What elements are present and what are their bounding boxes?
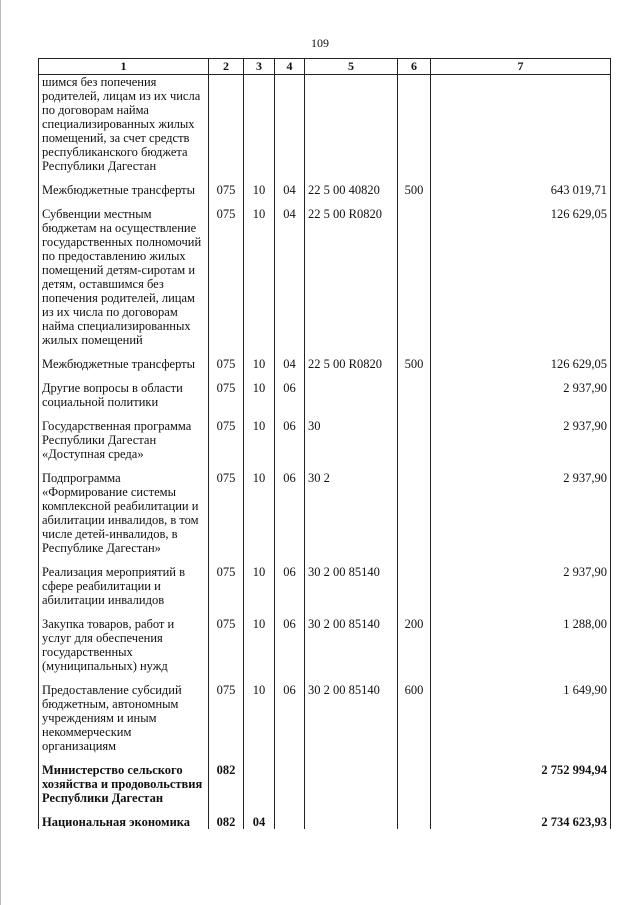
- header-col-7: 7: [431, 59, 611, 75]
- row-amount: 1 649,90: [431, 673, 611, 753]
- header-row: [39, 59, 611, 75]
- row-name: Государственная программа Республики Дагестан «Доступная среда»: [39, 409, 209, 461]
- table-row: [39, 347, 611, 371]
- row-target-article: 22 5 00 R0820: [305, 347, 398, 371]
- table-body: [39, 75, 611, 830]
- row-subsection-code: [275, 753, 305, 805]
- row-name: Подпрограмма «Формирование системы комплексной реабилитации и абилитации инвалидов, в том числе детей-инвалидов, в Республике Дагестан»: [39, 461, 209, 555]
- row-section-code: 10: [244, 197, 275, 347]
- row-name: Субвенции местным бюджетам на осуществление государственных полномочий по предоставлению жилых помещений детям-сиротам и детям, оставшимся без попечения родителей, лицам из их числа по договорам найма специализированных жилых помещений: [39, 197, 209, 347]
- row-name: Межбюджетные трансферты: [39, 347, 209, 371]
- row-name: Предоставление субсидий бюджетным, автономным учреждениям и иным некоммерческим организациям: [39, 673, 209, 753]
- row-expense-type: 500: [398, 347, 431, 371]
- row-name: Межбюджетные трансферты: [39, 173, 209, 197]
- row-subsection-code: 06: [275, 461, 305, 555]
- row-amount: [431, 75, 611, 174]
- row-target-article: 22 5 00 40820: [305, 173, 398, 197]
- table-row: [39, 461, 611, 555]
- row-ministry-code: 082: [209, 753, 244, 805]
- row-expense-type: 600: [398, 673, 431, 753]
- row-name: Закупка товаров, работ и услуг для обеспечения государственных (муниципальных) нужд: [39, 607, 209, 673]
- row-name: Реализация мероприятий в сфере реабилитации и абилитации инвалидов: [39, 555, 209, 607]
- row-amount: 2 937,90: [431, 371, 611, 409]
- row-amount: 2 937,90: [431, 409, 611, 461]
- row-amount: 126 629,05: [431, 347, 611, 371]
- row-expense-type: [398, 75, 431, 174]
- header-col-2: 2: [209, 59, 244, 75]
- row-ministry-code: 075: [209, 173, 244, 197]
- row-target-article: 30 2: [305, 461, 398, 555]
- row-amount: 2 734 623,93: [431, 805, 611, 829]
- row-section-code: 10: [244, 173, 275, 197]
- row-subsection-code: 06: [275, 673, 305, 753]
- table-row: [39, 555, 611, 607]
- row-target-article: 30 2 00 85140: [305, 555, 398, 607]
- row-amount: 2 937,90: [431, 555, 611, 607]
- row-target-article: [305, 371, 398, 409]
- page-number: 109: [311, 36, 329, 50]
- row-section-code: 10: [244, 371, 275, 409]
- row-amount: 126 629,05: [431, 197, 611, 347]
- table-row: [39, 805, 611, 829]
- row-expense-type: [398, 371, 431, 409]
- row-amount: 2 937,90: [431, 461, 611, 555]
- header-col-1: 1: [39, 59, 209, 75]
- row-target-article: 22 5 00 R0820: [305, 197, 398, 347]
- budget-table: [38, 58, 611, 829]
- row-expense-type: [398, 805, 431, 829]
- row-subsection-code: 04: [275, 173, 305, 197]
- table-row: [39, 75, 611, 174]
- row-target-article: 30 2 00 85140: [305, 673, 398, 753]
- row-ministry-code: 082: [209, 805, 244, 829]
- table-row: [39, 371, 611, 409]
- row-expense-type: [398, 555, 431, 607]
- row-expense-type: 200: [398, 607, 431, 673]
- row-subsection-code: 06: [275, 409, 305, 461]
- row-target-article: [305, 805, 398, 829]
- row-subsection-code: [275, 75, 305, 174]
- row-subsection-code: 06: [275, 555, 305, 607]
- row-section-code: 10: [244, 673, 275, 753]
- row-amount: 1 288,00: [431, 607, 611, 673]
- row-ministry-code: 075: [209, 555, 244, 607]
- header-col-6: 6: [398, 59, 431, 75]
- row-name: Министерство сельского хозяйства и продовольствия Республики Дагестан: [39, 753, 209, 805]
- table-row: [39, 607, 611, 673]
- row-amount: 643 019,71: [431, 173, 611, 197]
- row-subsection-code: 06: [275, 607, 305, 673]
- row-ministry-code: 075: [209, 371, 244, 409]
- header-col-5: 5: [305, 59, 398, 75]
- row-expense-type: 500: [398, 173, 431, 197]
- row-subsection-code: [275, 805, 305, 829]
- header-col-4: 4: [275, 59, 305, 75]
- row-target-article: 30: [305, 409, 398, 461]
- row-ministry-code: 075: [209, 197, 244, 347]
- row-target-article: 30 2 00 85140: [305, 607, 398, 673]
- scan-edge-mark: [0, 0, 1, 905]
- row-expense-type: [398, 409, 431, 461]
- row-section-code: [244, 75, 275, 174]
- row-ministry-code: 075: [209, 461, 244, 555]
- row-ministry-code: 075: [209, 409, 244, 461]
- row-section-code: 10: [244, 409, 275, 461]
- table-row: [39, 173, 611, 197]
- row-ministry-code: [209, 75, 244, 174]
- row-subsection-code: 04: [275, 197, 305, 347]
- row-name: Другие вопросы в области социальной политики: [39, 371, 209, 409]
- row-section-code: 10: [244, 347, 275, 371]
- row-section-code: 10: [244, 461, 275, 555]
- row-expense-type: [398, 753, 431, 805]
- row-subsection-code: 06: [275, 371, 305, 409]
- row-ministry-code: 075: [209, 673, 244, 753]
- row-name: Национальная экономика: [39, 805, 209, 829]
- row-section-code: 10: [244, 607, 275, 673]
- row-amount: 2 752 994,94: [431, 753, 611, 805]
- row-section-code: 10: [244, 555, 275, 607]
- header-col-3: 3: [244, 59, 275, 75]
- row-section-code: 04: [244, 805, 275, 829]
- table-row: [39, 673, 611, 753]
- table-row: [39, 409, 611, 461]
- row-subsection-code: 04: [275, 347, 305, 371]
- row-section-code: [244, 753, 275, 805]
- row-target-article: [305, 75, 398, 174]
- row-target-article: [305, 753, 398, 805]
- row-ministry-code: 075: [209, 347, 244, 371]
- row-expense-type: [398, 461, 431, 555]
- table-row: [39, 753, 611, 805]
- row-name: шимся без попечения родителей, лицам из их числа по договорам найма специализированных жилых помещений, за счет средств республиканского бюджета Республики Дагестан: [39, 75, 209, 174]
- row-expense-type: [398, 197, 431, 347]
- row-ministry-code: 075: [209, 607, 244, 673]
- table-row: [39, 197, 611, 347]
